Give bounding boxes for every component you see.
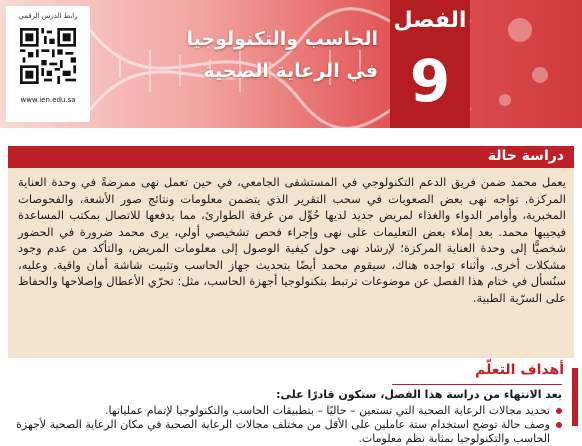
case-study-header	[8, 146, 574, 168]
objective-text: تحديد مجالات الرعاية الصحية التي تستعين – حاليًا – بتطبيقات الحاسب والتكنولوجيا لإتمام عملياتها.	[105, 404, 550, 417]
objectives-divider	[392, 384, 562, 385]
list-item	[8, 404, 562, 418]
objectives-list	[8, 404, 562, 446]
bullet-icon	[556, 422, 562, 428]
qr-url[interactable]: www.ien.edu.sa	[20, 96, 76, 104]
bullet-icon	[556, 408, 562, 414]
objectives-accent-bar	[572, 368, 578, 426]
qr-code-icon[interactable]	[20, 28, 76, 84]
chapter-number: 9	[409, 47, 451, 115]
qr-label: رابط الدرس الرقمي	[18, 12, 78, 20]
chapter-banner	[0, 0, 582, 128]
chapter-label: الفصل	[393, 8, 467, 33]
digital-lesson-qr-panel[interactable]	[6, 6, 90, 122]
case-study-title: دراسة حالة	[487, 148, 564, 164]
chapter-title-line1: الحاسب والتكنولوجيا	[186, 28, 378, 50]
case-study-body: يعمل محمد ضمن فريق الدعم التكنولوجي في المستشفى الجامعي، في حين تعمل نهى ممرضةً في وحدة العناية المركزة. تواجه نهى بعض الصعوبات في سحب التقرير الذي يتضمن معلومات ونتائج صور الأشعة، والفحوصات المخبرية، وأوامر الدواء والغذاء لمريض جديد لديها حُوِّل من غرفة الطوارئ، مما يدفعها للاتصال بمكتب المساعدة فيجيبها محمد. بعد إملاء بعض التعليمات على نهى وإجراء فحص تشخيصي أولي، يرى محمد ضرورة في الحضور شخصيًّا إلى وحدة العناية المركزة؛ لإرشاد نهى حول كيفية الوصول إلى معلومات المريض، والتأكد من عدم وجود مشكلات أخرى. وأثناء تواجده هناك، سيقوم محمد أيضًا بتحديث جهاز الحاسب وتثبيت شاشة أمان واقية. وعليه، سنُسأل في ختام هذا الفصل عن موضوعات ترتبط بتكنولوجيا أجهزة الحاسب، مثل: تحرّي الأعطال وإصلاحها والحفاظ على السرّية الطبية.	[18, 175, 566, 305]
chapter-number-box	[390, 0, 470, 128]
chapter-title-line2: في الرعاية الصحية	[203, 60, 378, 82]
objective-text: وصف حالة توضح استخدام ستة عاملين على الأقل من مختلف مجالات الرعاية الصحية في مكان الرعاية الصحية لأجهزة الحاسب والتكنولوجيا بمثابة نظم معلومات.	[16, 418, 550, 445]
objectives-intro: بعد الانتهاء من دراسة هذا الفصل، ستكون قادرًا على:	[276, 388, 562, 401]
case-study-panel	[8, 146, 574, 358]
objectives-title: أهداف التعلّم	[475, 362, 564, 378]
